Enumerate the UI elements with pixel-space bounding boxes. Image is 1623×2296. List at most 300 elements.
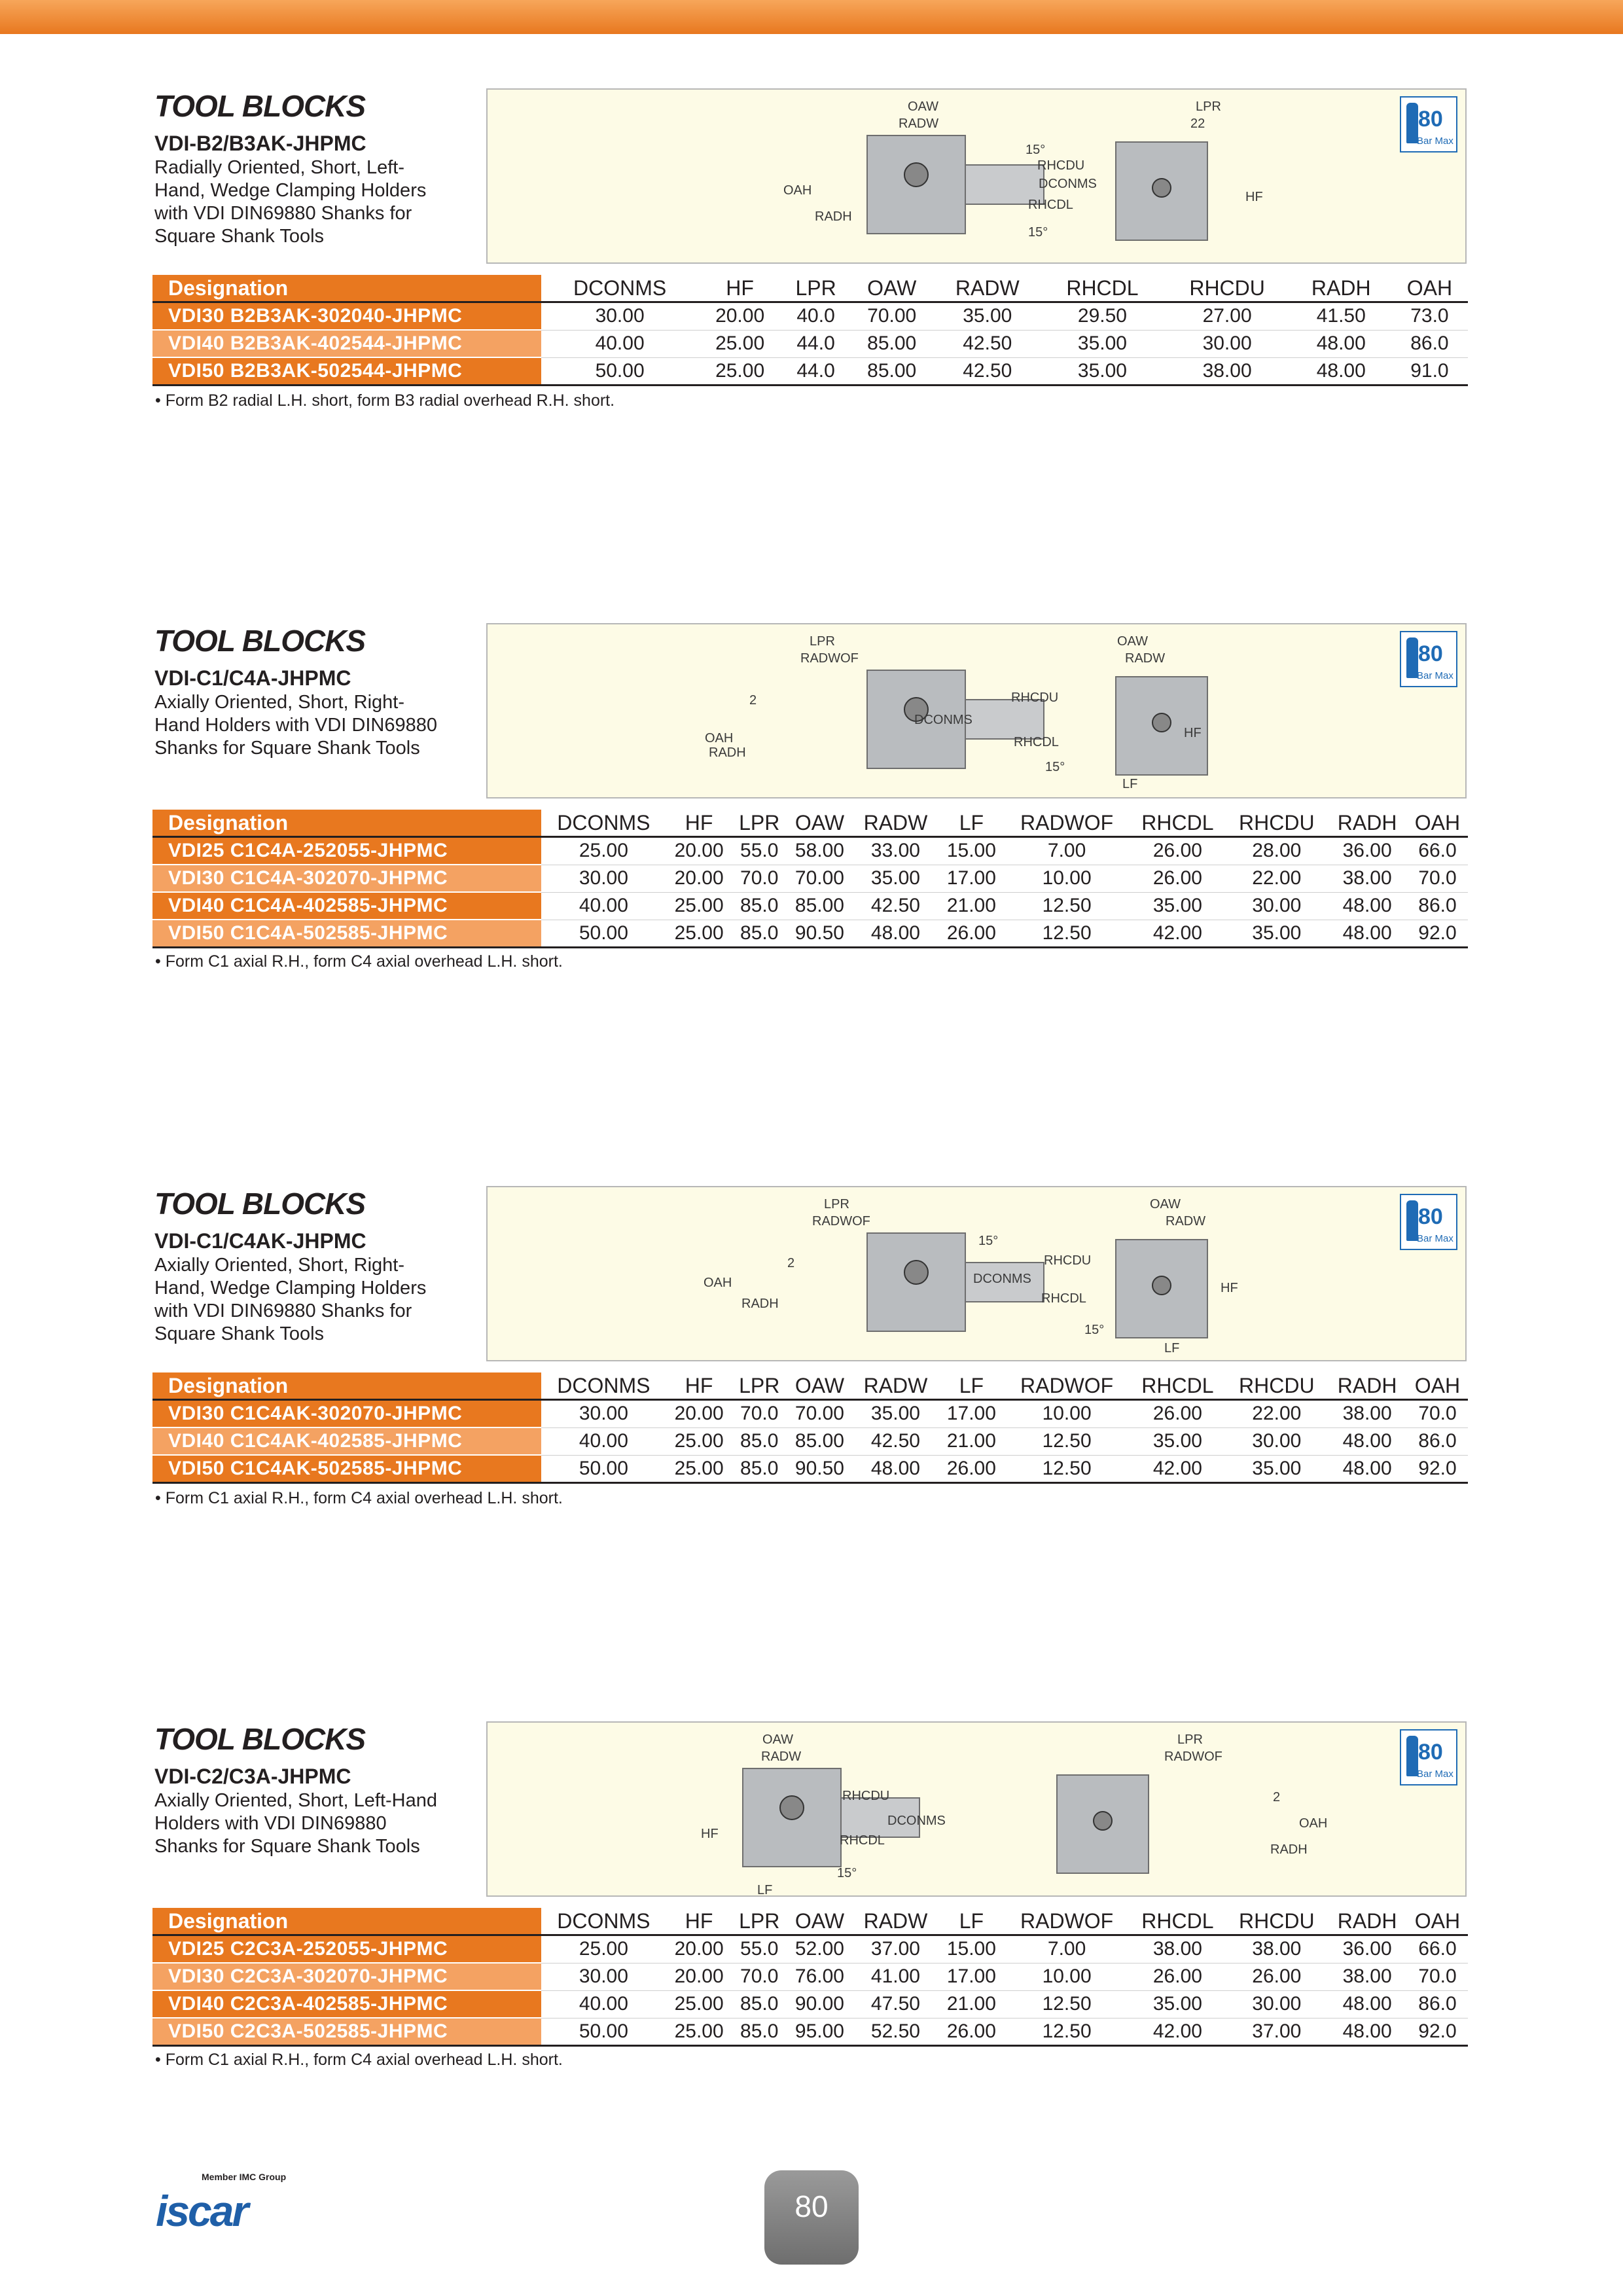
- section-title: TOOL BLOCKS: [154, 1722, 366, 1756]
- value-cell: 25.00: [541, 837, 666, 865]
- dimension-label: LF: [757, 1883, 773, 1895]
- value-cell: 21.00: [938, 1990, 1005, 2018]
- dimension-label: RHCDU: [1037, 158, 1085, 173]
- dimension-label: RADH: [741, 1297, 779, 1311]
- value-cell: 92.0: [1407, 920, 1468, 948]
- dimension-label: RADW: [761, 1749, 802, 1764]
- value-cell: 42.00: [1129, 920, 1226, 948]
- table-row: [152, 357, 1468, 386]
- column-header: RADWOF: [1005, 810, 1130, 837]
- value-cell: 76.00: [787, 1963, 853, 1990]
- designation-cell: VDI40 B2B3AK-402544-JHPMC: [152, 330, 541, 357]
- value-cell: 25.00: [666, 920, 732, 948]
- dimension-label: 22: [1190, 117, 1205, 131]
- dimension-label: 15°: [1084, 1323, 1105, 1337]
- value-cell: 58.00: [787, 837, 853, 865]
- designation-cell: VDI50 C2C3A-502585-JHPMC: [152, 2018, 541, 2046]
- designation-cell: VDI25 C1C4A-252055-JHPMC: [152, 837, 541, 865]
- value-cell: 26.00: [938, 1455, 1005, 1483]
- value-cell: 85.00: [787, 892, 853, 920]
- value-cell: 35.00: [933, 302, 1041, 331]
- value-cell: 20.00: [666, 1935, 732, 1964]
- value-cell: 30.00: [1226, 892, 1327, 920]
- value-cell: 37.00: [853, 1935, 938, 1964]
- column-header: LPR: [732, 810, 787, 837]
- value-cell: 90.50: [787, 1455, 853, 1483]
- value-cell: 20.00: [666, 1963, 732, 1990]
- product-code: VDI-C2/C3A-JHPMC: [154, 1765, 351, 1788]
- dimension-label: RHCDL: [1014, 735, 1059, 749]
- value-cell: 10.00: [1005, 1400, 1130, 1428]
- column-header: LF: [938, 810, 1005, 837]
- column-header: RADH: [1327, 1372, 1407, 1400]
- value-cell: 52.50: [853, 2018, 938, 2046]
- badge-unit: Bar Max: [1417, 1768, 1454, 1780]
- value-cell: 38.00: [1327, 865, 1407, 892]
- dimension-label: LPR: [1196, 99, 1221, 114]
- value-cell: 33.00: [853, 837, 938, 865]
- dimension-label: HF: [1221, 1281, 1238, 1295]
- screw-shape: [1152, 713, 1171, 732]
- screw-shape: [1152, 179, 1171, 197]
- column-header: RADW: [853, 810, 938, 837]
- product-code: VDI-B2/B3AK-JHPMC: [154, 132, 366, 155]
- value-cell: 66.0: [1407, 1935, 1468, 1964]
- value-cell: 30.00: [541, 1963, 666, 1990]
- screw-shape: [1094, 1812, 1112, 1830]
- dimension-label: DCONMS: [1039, 177, 1097, 191]
- column-header: DCONMS: [541, 275, 698, 302]
- coolant-pressure-badge: [1400, 631, 1457, 687]
- dimension-label: RADH: [709, 745, 746, 760]
- value-cell: 42.00: [1129, 1455, 1226, 1483]
- dimension-label: LPR: [1177, 1732, 1203, 1747]
- value-cell: 17.00: [938, 865, 1005, 892]
- column-header: RHCDU: [1164, 275, 1291, 302]
- value-cell: 48.00: [853, 920, 938, 948]
- badge-unit: Bar Max: [1417, 1233, 1454, 1244]
- value-cell: 55.0: [732, 1935, 787, 1964]
- value-cell: 42.50: [853, 892, 938, 920]
- specification-table: [152, 1372, 1468, 1484]
- value-cell: 85.0: [732, 1990, 787, 2018]
- value-cell: 92.0: [1407, 2018, 1468, 2046]
- dimension-label: OAH: [705, 731, 734, 745]
- column-header: DCONMS: [541, 1372, 666, 1400]
- dimension-label: OAW: [1117, 634, 1149, 649]
- dimension-label: OAH: [704, 1276, 732, 1290]
- value-cell: 73.0: [1391, 302, 1468, 331]
- value-cell: 21.00: [938, 892, 1005, 920]
- value-cell: 48.00: [1327, 1455, 1407, 1483]
- column-header: LPR: [781, 275, 850, 302]
- value-cell: 20.00: [698, 302, 781, 331]
- value-cell: 40.00: [541, 892, 666, 920]
- value-cell: 48.00: [1327, 1427, 1407, 1455]
- value-cell: 29.50: [1041, 302, 1163, 331]
- value-cell: 27.00: [1164, 302, 1291, 331]
- value-cell: 26.00: [1129, 1963, 1226, 1990]
- dimension-label: LPR: [810, 634, 835, 649]
- table-row: [152, 302, 1468, 331]
- value-cell: 48.00: [853, 1455, 938, 1483]
- column-header: RHCDL: [1129, 810, 1226, 837]
- value-cell: 95.00: [787, 2018, 853, 2046]
- value-cell: 48.00: [1291, 330, 1391, 357]
- table-row: [152, 1935, 1468, 1964]
- badge-unit: Bar Max: [1417, 670, 1454, 681]
- value-cell: 38.00: [1226, 1935, 1327, 1964]
- page-number: 80: [764, 2170, 859, 2265]
- dimension-label: RHCDL: [1028, 198, 1073, 212]
- technical-drawing: [486, 88, 1467, 264]
- column-header: Designation: [152, 1372, 541, 1400]
- value-cell: 35.00: [1129, 1990, 1226, 2018]
- value-cell: 28.00: [1226, 837, 1327, 865]
- designation-cell: VDI30 C1C4AK-302070-JHPMC: [152, 1400, 541, 1428]
- dimension-label: 15°: [1028, 225, 1048, 240]
- value-cell: 17.00: [938, 1400, 1005, 1428]
- footnote: • Form C1 axial R.H., form C4 axial overhead L.H. short.: [155, 2051, 563, 2069]
- value-cell: 30.00: [541, 865, 666, 892]
- table-row: [152, 1400, 1468, 1428]
- value-cell: 66.0: [1407, 837, 1468, 865]
- column-header: RADWOF: [1005, 1372, 1130, 1400]
- column-header: RADH: [1327, 1908, 1407, 1935]
- value-cell: 90.50: [787, 920, 853, 948]
- dimension-label: RADWOF: [1164, 1749, 1222, 1764]
- value-cell: 22.00: [1226, 1400, 1327, 1428]
- column-header: Designation: [152, 810, 541, 837]
- column-header: HF: [698, 275, 781, 302]
- value-cell: 48.00: [1327, 892, 1407, 920]
- value-cell: 38.00: [1327, 1400, 1407, 1428]
- designation-cell: VDI40 C1C4AK-402585-JHPMC: [152, 1427, 541, 1455]
- dimension-label: RHCDL: [840, 1833, 885, 1848]
- column-header: HF: [666, 810, 732, 837]
- dimension-label: OAH: [783, 183, 812, 198]
- value-cell: 85.0: [732, 2018, 787, 2046]
- value-cell: 40.00: [541, 330, 698, 357]
- value-cell: 38.00: [1327, 1963, 1407, 1990]
- value-cell: 30.00: [541, 302, 698, 331]
- column-header: LPR: [732, 1908, 787, 1935]
- column-header: RADH: [1291, 275, 1391, 302]
- screw-shape: [780, 1796, 804, 1820]
- column-header: OAH: [1407, 1908, 1468, 1935]
- value-cell: 15.00: [938, 837, 1005, 865]
- column-header: OAW: [787, 810, 853, 837]
- table-row: [152, 1963, 1468, 1990]
- designation-cell: VDI40 C2C3A-402585-JHPMC: [152, 1990, 541, 2018]
- value-cell: 10.00: [1005, 1963, 1130, 1990]
- dimension-label: OAW: [908, 99, 939, 114]
- badge-value: 80: [1418, 1204, 1443, 1229]
- value-cell: 35.00: [1041, 357, 1163, 386]
- value-cell: 35.00: [853, 865, 938, 892]
- value-cell: 70.00: [787, 865, 853, 892]
- value-cell: 70.0: [1407, 1400, 1468, 1428]
- table-row: [152, 892, 1468, 920]
- value-cell: 26.00: [1129, 1400, 1226, 1428]
- dimension-label: RADWOF: [800, 651, 859, 666]
- product-description: Radially Oriented, Short, Left-Hand, Wedge Clamping Holders with VDI DIN69880 Shanks for Square Shank Tools: [154, 157, 427, 247]
- dimension-label: RADWOF: [812, 1214, 870, 1229]
- dimension-label: 15°: [978, 1234, 999, 1248]
- specification-table: [152, 275, 1468, 386]
- footnote: • Form C1 axial R.H., form C4 axial overhead L.H. short.: [155, 952, 563, 971]
- column-header: RHCDL: [1129, 1908, 1226, 1935]
- value-cell: 25.00: [698, 357, 781, 386]
- value-cell: 50.00: [541, 1455, 666, 1483]
- dimension-label: RADH: [1270, 1842, 1308, 1857]
- screw-shape: [1152, 1276, 1171, 1295]
- top-orange-band: [0, 0, 1623, 34]
- column-header: HF: [666, 1908, 732, 1935]
- value-cell: 26.00: [1129, 837, 1226, 865]
- dimension-label: 2: [1273, 1790, 1281, 1804]
- dimension-label: HF: [1245, 190, 1263, 204]
- product-code: VDI-C1/C4AK-JHPMC: [154, 1229, 366, 1253]
- value-cell: 15.00: [938, 1935, 1005, 1964]
- value-cell: 42.50: [933, 330, 1041, 357]
- value-cell: 12.50: [1005, 892, 1130, 920]
- value-cell: 25.00: [666, 1427, 732, 1455]
- value-cell: 35.00: [853, 1400, 938, 1428]
- value-cell: 85.0: [732, 1427, 787, 1455]
- value-cell: 40.00: [541, 1990, 666, 2018]
- drawing-svg: [488, 1187, 1465, 1360]
- value-cell: 70.00: [850, 302, 933, 331]
- value-cell: 48.00: [1327, 2018, 1407, 2046]
- dimension-label: RADW: [1166, 1214, 1206, 1229]
- value-cell: 35.00: [1226, 920, 1327, 948]
- designation-cell: VDI30 C2C3A-302070-JHPMC: [152, 1963, 541, 1990]
- value-cell: 25.00: [666, 1455, 732, 1483]
- dimension-label: RADW: [899, 117, 939, 131]
- value-cell: 17.00: [938, 1963, 1005, 1990]
- column-header: RHCDU: [1226, 1908, 1327, 1935]
- value-cell: 26.00: [938, 920, 1005, 948]
- column-header: LPR: [732, 1372, 787, 1400]
- product-description: Axially Oriented, Short, Left-Hand Holders with VDI DIN69880 Shanks for Square Shank Tools: [154, 1790, 437, 1857]
- value-cell: 85.00: [850, 330, 933, 357]
- designation-cell: VDI25 C2C3A-252055-JHPMC: [152, 1935, 541, 1964]
- screw-shape: [904, 163, 928, 187]
- value-cell: 30.00: [1164, 330, 1291, 357]
- column-header: RADW: [933, 275, 1041, 302]
- value-cell: 22.00: [1226, 865, 1327, 892]
- value-cell: 42.50: [853, 1427, 938, 1455]
- value-cell: 42.00: [1129, 2018, 1226, 2046]
- value-cell: 70.00: [787, 1400, 853, 1428]
- value-cell: 70.0: [732, 1400, 787, 1428]
- value-cell: 40.0: [781, 302, 850, 331]
- value-cell: 70.0: [732, 865, 787, 892]
- value-cell: 47.50: [853, 1990, 938, 2018]
- value-cell: 85.0: [732, 1455, 787, 1483]
- designation-cell: VDI40 C1C4A-402585-JHPMC: [152, 892, 541, 920]
- section-title: TOOL BLOCKS: [154, 624, 366, 658]
- dimension-label: RHCDU: [1044, 1253, 1092, 1268]
- value-cell: 44.0: [781, 330, 850, 357]
- column-header: OAH: [1407, 1372, 1468, 1400]
- value-cell: 25.00: [666, 892, 732, 920]
- value-cell: 37.00: [1226, 2018, 1327, 2046]
- value-cell: 26.00: [938, 2018, 1005, 2046]
- value-cell: 12.50: [1005, 2018, 1130, 2046]
- value-cell: 12.50: [1005, 1455, 1130, 1483]
- column-header: Designation: [152, 1908, 541, 1935]
- dimension-label: OAW: [1150, 1197, 1181, 1211]
- value-cell: 41.00: [853, 1963, 938, 1990]
- badge-value: 80: [1418, 1740, 1443, 1765]
- drawing-svg: [488, 1723, 1465, 1895]
- value-cell: 36.00: [1327, 1935, 1407, 1964]
- column-header: OAH: [1391, 275, 1468, 302]
- technical-drawing: [486, 1186, 1467, 1361]
- column-header: DCONMS: [541, 1908, 666, 1935]
- footnote: • Form B2 radial L.H. short, form B3 radial overhead R.H. short.: [155, 391, 615, 410]
- value-cell: 48.00: [1327, 1990, 1407, 2018]
- value-cell: 85.00: [787, 1427, 853, 1455]
- value-cell: 7.00: [1005, 1935, 1130, 1964]
- dimension-label: 15°: [837, 1866, 857, 1880]
- column-header: RHCDU: [1226, 1372, 1327, 1400]
- value-cell: 86.0: [1391, 330, 1468, 357]
- column-header: LF: [938, 1372, 1005, 1400]
- value-cell: 26.00: [1129, 865, 1226, 892]
- coolant-pressure-badge: [1400, 1194, 1457, 1250]
- column-header: Designation: [152, 275, 541, 302]
- column-header: OAH: [1407, 810, 1468, 837]
- dimension-label: DCONMS: [914, 713, 972, 727]
- dimension-label: HF: [701, 1827, 719, 1841]
- table-row: [152, 1427, 1468, 1455]
- value-cell: 20.00: [666, 1400, 732, 1428]
- value-cell: 12.50: [1005, 1427, 1130, 1455]
- technical-drawing: [486, 1721, 1467, 1897]
- column-header: RHCDU: [1226, 810, 1327, 837]
- value-cell: 50.00: [541, 357, 698, 386]
- product-description: Axially Oriented, Short, Right-Hand Holders with VDI DIN69880 Shanks for Square Shank Tools: [154, 692, 437, 759]
- screw-shape: [904, 1261, 928, 1284]
- dimension-label: 15°: [1026, 143, 1046, 157]
- column-header: DCONMS: [541, 810, 666, 837]
- badge-value: 80: [1418, 641, 1443, 666]
- value-cell: 30.00: [1226, 1427, 1327, 1455]
- value-cell: 85.0: [732, 920, 787, 948]
- column-header: RADW: [853, 1372, 938, 1400]
- value-cell: 52.00: [787, 1935, 853, 1964]
- section-title: TOOL BLOCKS: [154, 1187, 366, 1221]
- value-cell: 48.00: [1291, 357, 1391, 386]
- table-row: [152, 1990, 1468, 2018]
- value-cell: 48.00: [1327, 920, 1407, 948]
- value-cell: 7.00: [1005, 837, 1130, 865]
- section-title: TOOL BLOCKS: [154, 89, 366, 123]
- value-cell: 70.0: [732, 1963, 787, 1990]
- column-header: RHCDL: [1129, 1372, 1226, 1400]
- specification-table: [152, 1908, 1468, 2047]
- value-cell: 86.0: [1407, 1990, 1468, 2018]
- dimension-label: 15°: [1045, 760, 1065, 774]
- column-header: RADH: [1327, 810, 1407, 837]
- value-cell: 35.00: [1041, 330, 1163, 357]
- drawing-svg: [488, 624, 1465, 797]
- column-header: RADWOF: [1005, 1908, 1130, 1935]
- dimension-label: 2: [749, 693, 757, 708]
- column-header: RHCDL: [1041, 275, 1163, 302]
- value-cell: 92.0: [1407, 1455, 1468, 1483]
- table-row: [152, 330, 1468, 357]
- designation-cell: VDI50 B2B3AK-502544-JHPMC: [152, 357, 541, 386]
- product-description: Axially Oriented, Short, Right-Hand, Wedge Clamping Holders with VDI DIN69880 Shanks for Square Shank Tools: [154, 1255, 427, 1344]
- iscar-logo: iscar: [156, 2187, 247, 2235]
- value-cell: 50.00: [541, 2018, 666, 2046]
- table-row: [152, 2018, 1468, 2046]
- value-cell: 38.00: [1164, 357, 1291, 386]
- table-row: [152, 1455, 1468, 1483]
- value-cell: 12.50: [1005, 920, 1130, 948]
- badge-unit: Bar Max: [1417, 135, 1454, 147]
- value-cell: 70.0: [1407, 1963, 1468, 1990]
- column-header: OAW: [850, 275, 933, 302]
- coolant-pressure-badge: [1400, 96, 1457, 152]
- technical-drawing: [486, 623, 1467, 798]
- dimension-label: OAW: [762, 1732, 794, 1747]
- value-cell: 44.0: [781, 357, 850, 386]
- value-cell: 90.00: [787, 1990, 853, 2018]
- value-cell: 86.0: [1407, 1427, 1468, 1455]
- value-cell: 26.00: [1226, 1963, 1327, 1990]
- value-cell: 12.50: [1005, 1990, 1130, 2018]
- dimension-label: LPR: [824, 1197, 849, 1211]
- value-cell: 40.00: [541, 1427, 666, 1455]
- coolant-pressure-badge: [1400, 1729, 1457, 1785]
- value-cell: 91.0: [1391, 357, 1468, 386]
- value-cell: 20.00: [666, 837, 732, 865]
- dimension-label: RHCDL: [1041, 1291, 1086, 1306]
- dimension-label: RADH: [815, 209, 852, 224]
- holder-body-shape: [965, 700, 1044, 739]
- value-cell: 85.0: [732, 892, 787, 920]
- value-cell: 42.50: [933, 357, 1041, 386]
- value-cell: 41.50: [1291, 302, 1391, 331]
- designation-cell: VDI50 C1C4AK-502585-JHPMC: [152, 1455, 541, 1483]
- dimension-label: DCONMS: [973, 1272, 1031, 1286]
- value-cell: 20.00: [666, 865, 732, 892]
- table-row: [152, 865, 1468, 892]
- drawing-svg: [488, 90, 1465, 262]
- value-cell: 25.00: [541, 1935, 666, 1964]
- product-code: VDI-C1/C4A-JHPMC: [154, 666, 351, 690]
- badge-value: 80: [1418, 107, 1443, 132]
- dimension-label: RHCDU: [1011, 691, 1059, 705]
- column-header: OAW: [787, 1908, 853, 1935]
- value-cell: 85.00: [850, 357, 933, 386]
- value-cell: 35.00: [1226, 1455, 1327, 1483]
- value-cell: 70.0: [1407, 865, 1468, 892]
- table-row: [152, 920, 1468, 948]
- column-header: LF: [938, 1908, 1005, 1935]
- column-header: HF: [666, 1372, 732, 1400]
- value-cell: 35.00: [1129, 892, 1226, 920]
- value-cell: 50.00: [541, 920, 666, 948]
- specification-table: [152, 810, 1468, 948]
- dimension-label: OAH: [1299, 1816, 1328, 1831]
- column-header: RADW: [853, 1908, 938, 1935]
